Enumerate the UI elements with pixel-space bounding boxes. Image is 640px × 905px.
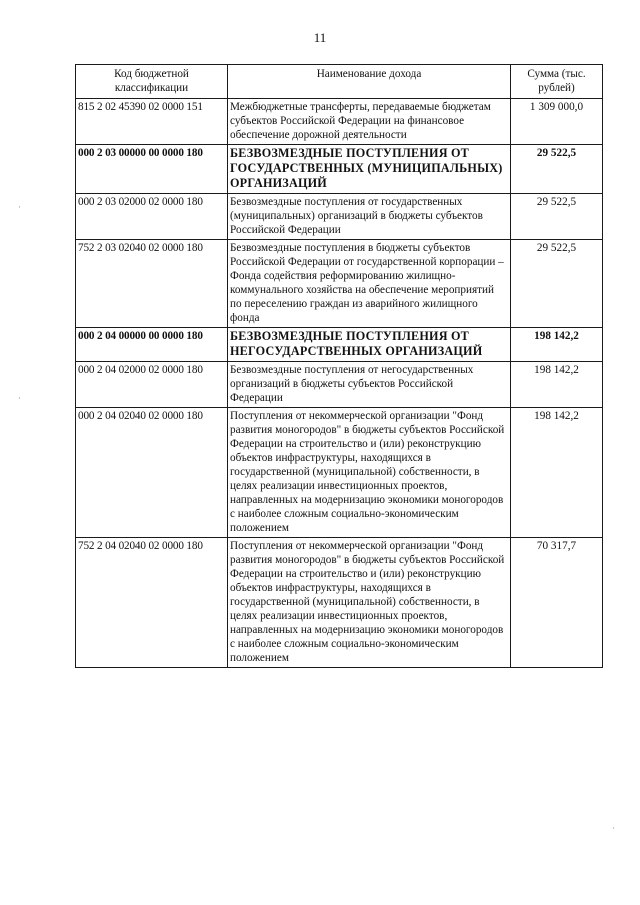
row-code: 000 2 03 02000 02 0000 180 — [76, 194, 228, 240]
table-row — [76, 194, 603, 240]
row-name: Поступления от некоммерческой организации "Фонд развития моногородов" в бюджеты субъектов Российской Федерации на строительство и (или) реконструкцию объектов инфраструктуры, находящихся в государственной (муниципальной) собственности, в целях реализации инвестиционных проектов, направленных на модернизацию экономики моногородов с наиболее сложным социально-экономическим положением — [228, 538, 511, 668]
table-row — [76, 99, 603, 145]
table-row-section — [76, 145, 603, 194]
row-code: 815 2 02 45390 02 0000 151 — [76, 99, 228, 145]
row-sum: 29 522,5 — [511, 240, 603, 328]
revenue-table — [75, 64, 603, 668]
row-name: Поступления от некоммерческой организации "Фонд развития моногородов" в бюджеты субъектов Российской Федерации на строительство и (или) реконструкцию объектов инфраструктуры, находящихся в государственной (муниципальной) собственности, в целях реализации инвестиционных проектов, направленных на модернизацию экономики моногородов с наиболее сложным социально-экономическим положением — [228, 408, 511, 538]
row-name: БЕЗВОЗМЕЗДНЫЕ ПОСТУПЛЕНИЯ ОТ ГОСУДАРСТВЕННЫХ (МУНИЦИПАЛЬНЫХ) ОРГАНИЗАЦИЙ — [228, 145, 511, 194]
page-number: 11 — [313, 30, 327, 45]
row-name: Безвозмездные поступления в бюджеты субъектов Российской Федерации от государственной корпорации – Фонда содействия реформированию жилищно-коммунального хозяйства на обеспечение мероприятий по переселению граждан из аварийного жилищного фонда — [228, 240, 511, 328]
table-header-row — [76, 65, 603, 99]
row-name: Безвозмездные поступления от негосударственных организаций в бюджеты субъектов Российской Федерации — [228, 362, 511, 408]
table-row-section — [76, 328, 603, 362]
row-sum: 29 522,5 — [511, 194, 603, 240]
header-code: Код бюджетной классификации — [76, 65, 228, 99]
row-code: 000 2 04 02000 02 0000 180 — [76, 362, 228, 408]
row-sum: 29 522,5 — [511, 145, 603, 194]
row-sum: 198 142,2 — [511, 408, 603, 538]
header-sum: Сумма (тыс. рублей) — [511, 65, 603, 99]
header-name: Наименование дохода — [228, 65, 511, 99]
scan-mark: · — [18, 393, 21, 403]
row-sum: 1 309 000,0 — [511, 99, 603, 145]
row-code: 000 2 04 00000 00 0000 180 — [76, 328, 228, 362]
row-sum: 198 142,2 — [511, 362, 603, 408]
scan-mark: · — [612, 823, 615, 833]
row-code: 000 2 04 02040 02 0000 180 — [76, 408, 228, 538]
row-sum: 70 317,7 — [511, 538, 603, 668]
row-code: 752 2 04 02040 02 0000 180 — [76, 538, 228, 668]
scan-mark: · — [18, 202, 21, 212]
table-row — [76, 408, 603, 538]
table-row — [76, 362, 603, 408]
row-name: Межбюджетные трансферты, передаваемые бюджетам субъектов Российской Федерации на финансовое обеспечение дорожной деятельности — [228, 99, 511, 145]
row-name: Безвозмездные поступления от государственных (муниципальных) организаций в бюджеты субъектов Российской Федерации — [228, 194, 511, 240]
row-sum: 198 142,2 — [511, 328, 603, 362]
table-row — [76, 538, 603, 668]
row-code: 000 2 03 00000 00 0000 180 — [76, 145, 228, 194]
row-code: 752 2 03 02040 02 0000 180 — [76, 240, 228, 328]
table-row — [76, 240, 603, 328]
row-name: БЕЗВОЗМЕЗДНЫЕ ПОСТУПЛЕНИЯ ОТ НЕГОСУДАРСТВЕННЫХ ОРГАНИЗАЦИЙ — [228, 328, 511, 362]
